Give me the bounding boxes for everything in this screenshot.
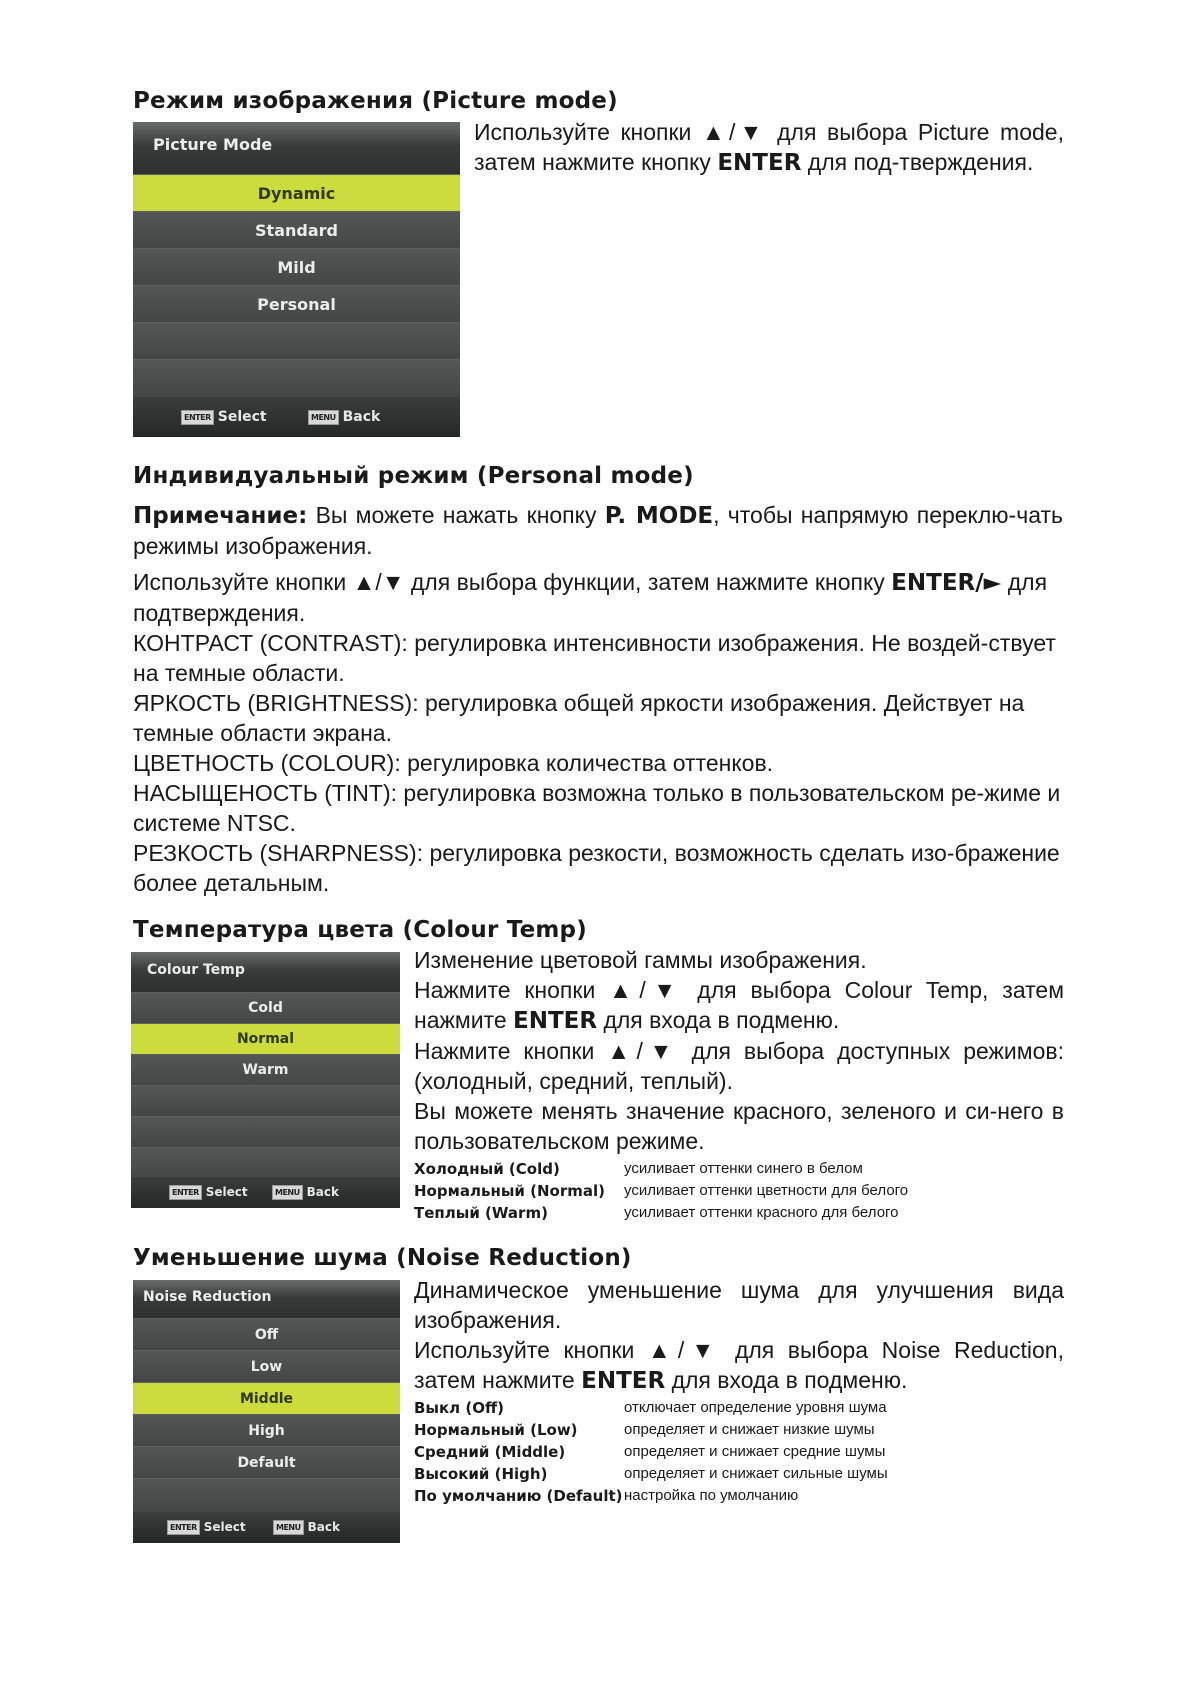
menu-item-cold[interactable]: Cold: [131, 992, 400, 1024]
colour-temp-table: [414, 1158, 1074, 1224]
menu-item-mild[interactable]: Mild: [133, 248, 460, 286]
menu-item-default[interactable]: Default: [133, 1446, 400, 1479]
menu-item-warm[interactable]: Warm: [131, 1054, 400, 1086]
back-hint: MENU Back: [273, 1512, 340, 1543]
brightness-text: ЯРКОСТЬ (BRIGHTNESS): регулировка общей яркости изображения. Действует на темные области экрана.: [133, 690, 1025, 746]
menu-title: Noise Reduction: [133, 1280, 400, 1318]
noise-reduction-table: [414, 1397, 1074, 1507]
colour-text: ЦВЕТНОСТЬ (COLOUR): регулировка количества оттенков.: [133, 750, 774, 776]
menu-empty-row: [133, 322, 460, 360]
sharpness-text: РЕЗКОСТЬ (SHARPNESS): регулировка резкости, возможность сделать изо-бражение более детальным.: [133, 840, 1060, 896]
contrast-text: КОНТРАСТ (CONTRAST): регулировка интенсивности изображения. Не воздей-ствует на темные области.: [133, 630, 1056, 686]
colour-temp-description: Изменение цветовой гаммы изображения. Нажмите кнопки ▲/▼ для выбора Colour Temp, затем нажмите ENTER для входа в подменю. Нажмите кнопки ▲/▼ для выбора доступных режимов: (холодный, средний, теплый). Вы можете менять значение красного, зеленого и си-него в пользовательском режиме.: [414, 947, 1064, 1154]
select-hint: ENTER Select: [169, 1177, 248, 1208]
table-row: Нормальный (Low) определяет и снижает низкие шумы: [414, 1421, 875, 1439]
back-hint: MENU Back: [272, 1177, 339, 1208]
picture-mode-menu: [133, 122, 460, 437]
select-hint: ENTER Select: [181, 397, 267, 437]
menu-footer: [133, 397, 460, 437]
noise-reduction-description: Динамическое уменьшение шума для улучшения вида изображения. Используйте кнопки ▲/▼ для выбора Noise Reduction, затем нажмите ENTER для входа в подменю.: [414, 1277, 1064, 1394]
menu-empty-row: [133, 1478, 400, 1513]
menu-footer: [131, 1177, 400, 1208]
menu-item-normal[interactable]: Normal: [131, 1023, 400, 1055]
menu-title: Picture Mode: [133, 122, 460, 174]
menu-key-icon: MENU: [273, 1520, 304, 1535]
menu-item-off[interactable]: Off: [133, 1318, 400, 1351]
menu-footer: [133, 1512, 400, 1543]
enter-key-icon: ENTER: [169, 1185, 202, 1200]
heading-noise-reduction: Уменьшение шума (Noise Reduction): [133, 1245, 632, 1271]
menu-item-middle[interactable]: Middle: [133, 1382, 400, 1415]
menu-item-standard[interactable]: Standard: [133, 211, 460, 249]
picture-mode-description: Используйте кнопки ▲/▼ для выбора Picture mode, затем нажмите кнопку ENTER для под-тверждения.: [474, 119, 1064, 176]
back-hint: MENU Back: [308, 397, 380, 437]
colour-temp-menu: [131, 952, 400, 1208]
menu-empty-row: [133, 359, 460, 397]
enter-key-icon: ENTER: [167, 1520, 200, 1535]
table-row: Холодный (Cold) усиливает оттенки синего в белом: [414, 1160, 863, 1178]
heading-personal-mode: Индивидуальный режим (Personal mode): [133, 463, 694, 489]
menu-item-low[interactable]: Low: [133, 1350, 400, 1383]
tint-text: НАСЫЩЕНОСТЬ (TINT): регулировка возможна только в пользовательском ре-жиме и системе NTSC.: [133, 780, 1061, 836]
personal-mode-note: Примечание: Вы можете нажать кнопку P. MODE, чтобы напрямую переклю-чать режимы изображения.: [133, 502, 1063, 559]
menu-item-high[interactable]: High: [133, 1414, 400, 1447]
noise-reduction-menu: [133, 1280, 400, 1543]
heading-picture-mode: Режим изображения (Picture mode): [133, 88, 618, 114]
menu-item-personal[interactable]: Personal: [133, 285, 460, 323]
menu-empty-row: [131, 1147, 400, 1179]
menu-key-icon: MENU: [308, 410, 339, 425]
table-row: Средний (Middle) определяет и снижает средние шумы: [414, 1443, 886, 1461]
heading-colour-temp: Температура цвета (Colour Temp): [133, 917, 587, 943]
table-row: Теплый (Warm) усиливает оттенки красного для белого: [414, 1204, 899, 1222]
table-row: Нормальный (Normal) усиливает оттенки цветности для белого: [414, 1182, 909, 1200]
menu-title: Colour Temp: [131, 952, 400, 992]
enter-key-icon: ENTER: [181, 410, 214, 425]
usage-instruction: Используйте кнопки ▲/▼ для выбора функции, затем нажмите кнопку ENTER/► для подтверждения.: [133, 569, 1048, 626]
table-row: Выкл (Off) отключает определение уровня шума: [414, 1399, 887, 1417]
personal-mode-body: [133, 567, 1068, 898]
menu-empty-row: [131, 1116, 400, 1148]
menu-item-dynamic[interactable]: Dynamic: [133, 174, 460, 212]
table-row: По умолчанию (Default) настройка по умолчанию: [414, 1487, 799, 1505]
table-row: Высокий (High) определяет и снижает сильные шумы: [414, 1465, 888, 1483]
select-hint: ENTER Select: [167, 1512, 246, 1543]
menu-empty-row: [131, 1085, 400, 1117]
menu-key-icon: MENU: [272, 1185, 303, 1200]
